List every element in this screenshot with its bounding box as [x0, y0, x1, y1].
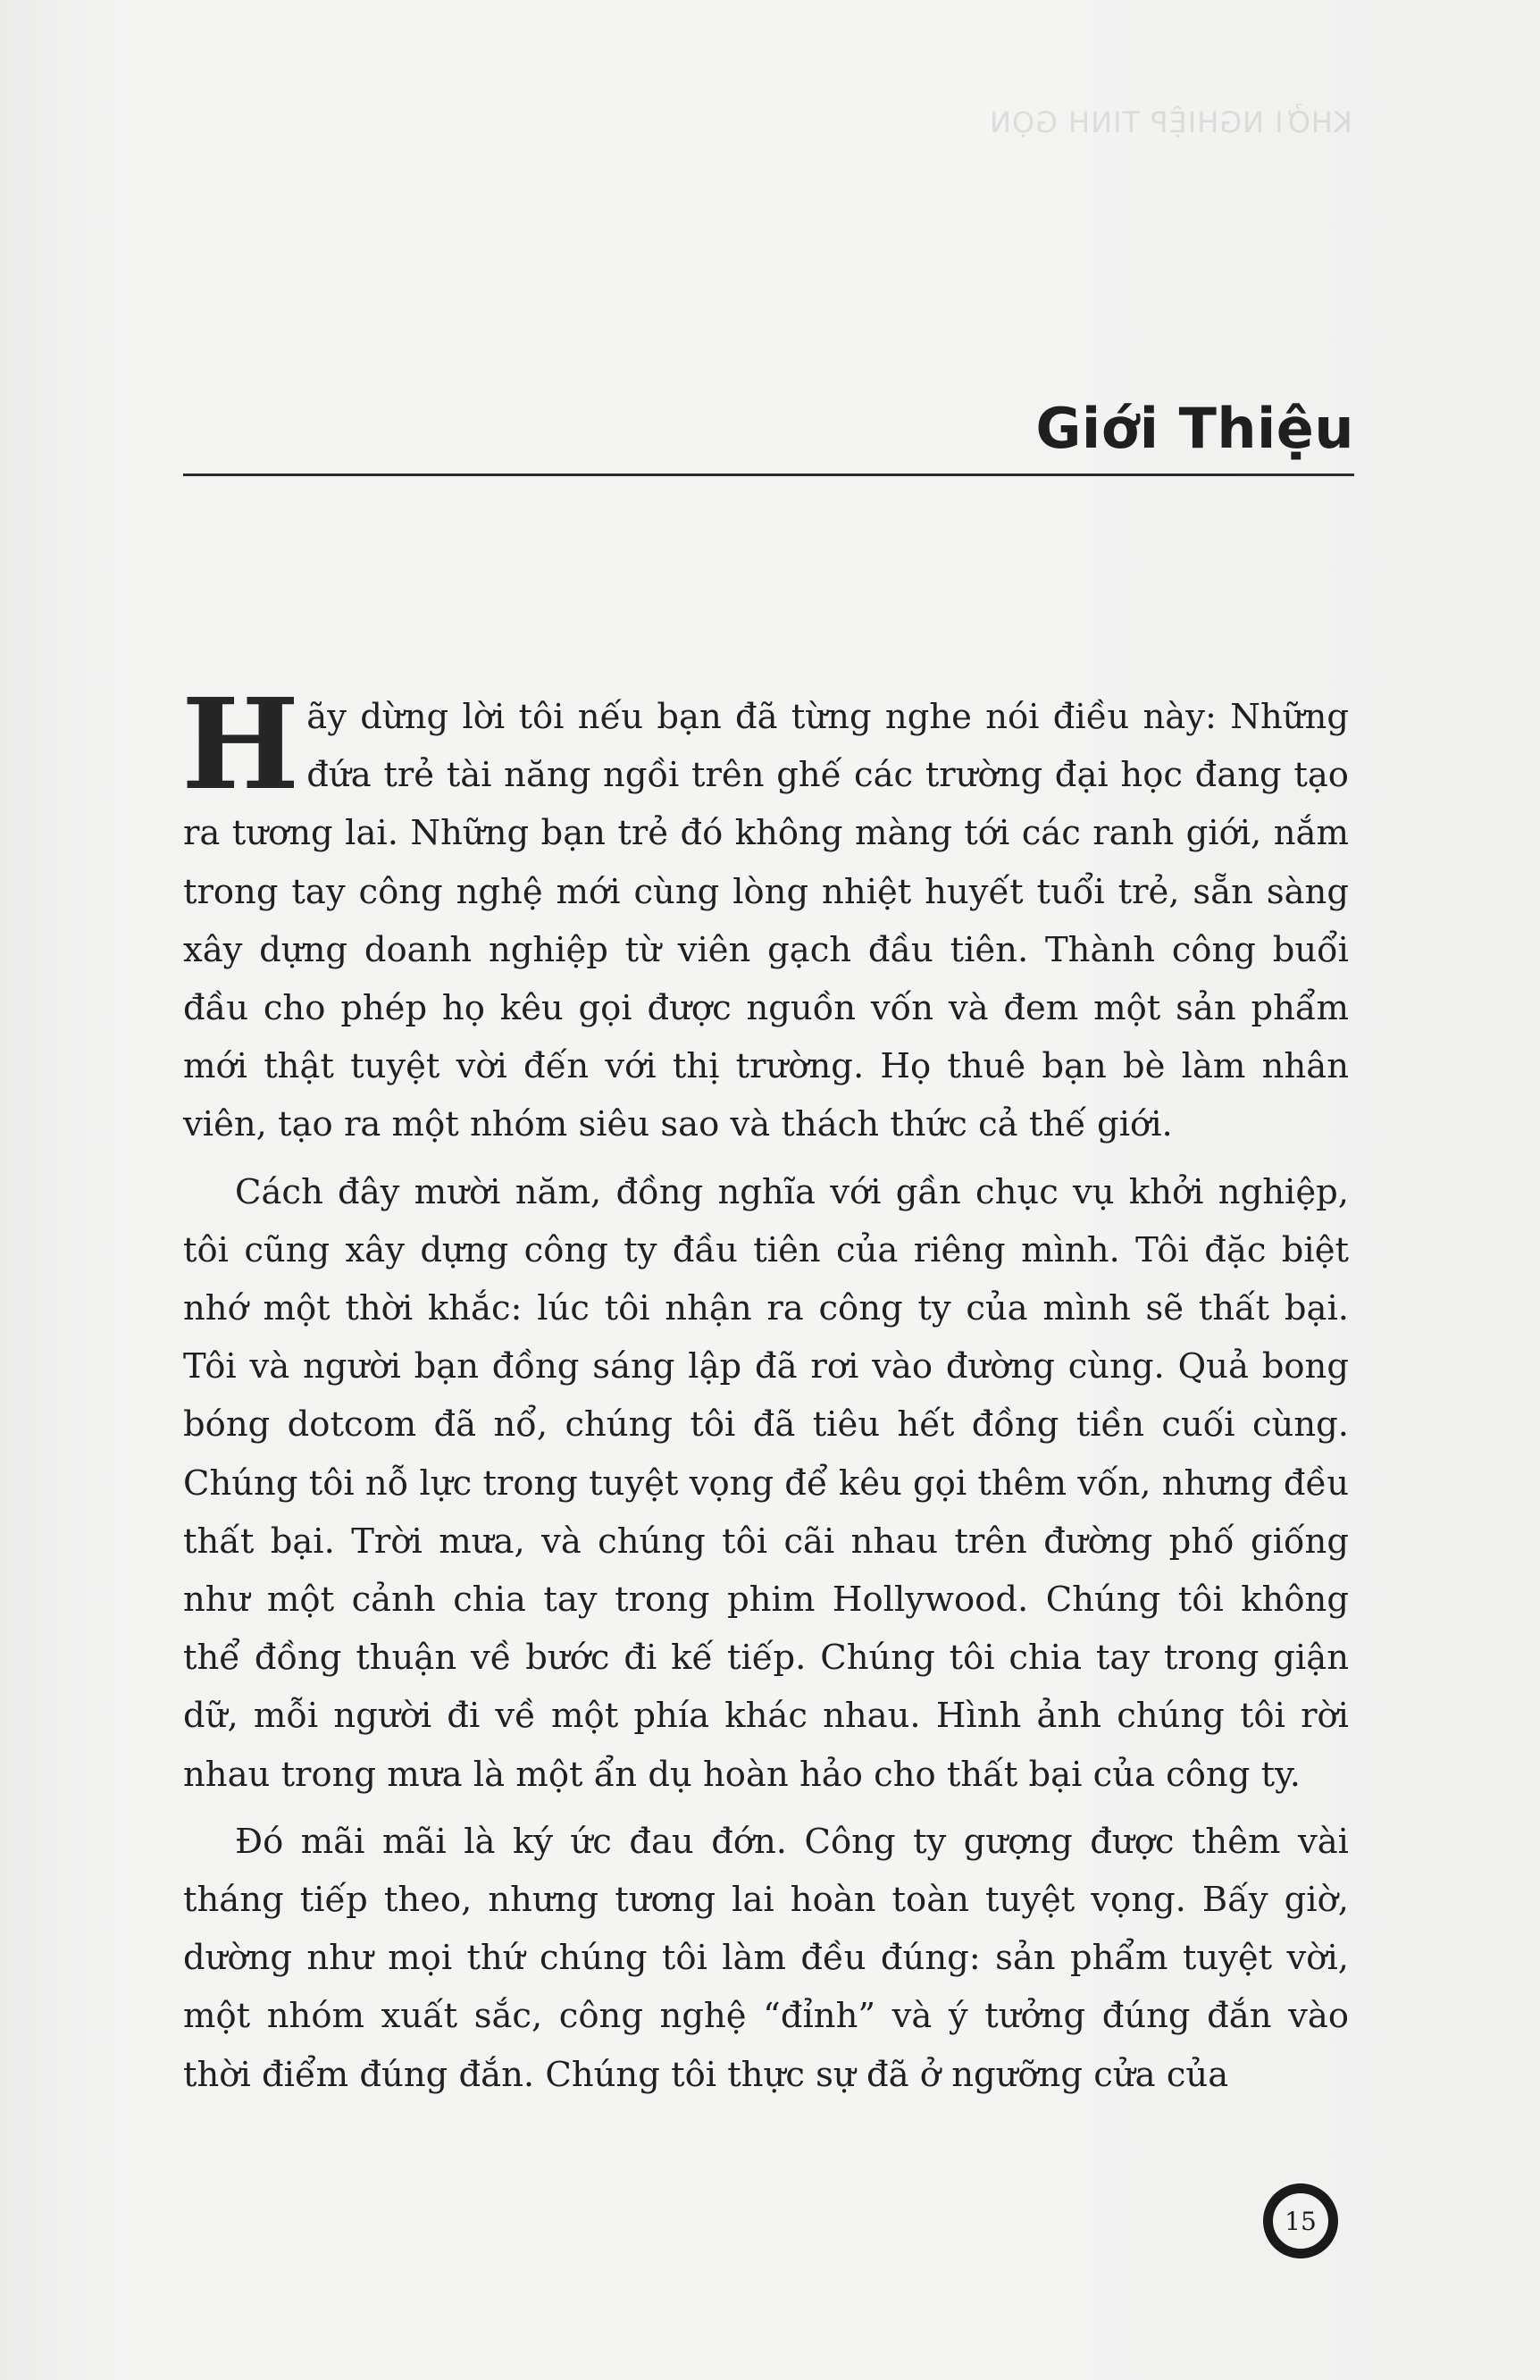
dropcap-letter: H [181, 672, 300, 818]
body-text [181, 672, 1349, 2113]
chapter-heading [183, 393, 1354, 476]
paragraph-1 [181, 672, 1349, 1154]
paragraph-1-text: ãy dừng lời tôi nếu bạn đã từng nghe nói điều này: Những đứa trẻ tài năng ngồi trên ghế các trường đại học đang tạo ra tương lai. Những bạn trẻ đó không màng tới các ranh giới, nắm trong tay công nghệ mới cùng lòng nhiệt huyết tuổi trẻ, sẵn sàng xây dựng doanh nghiệp từ viên gạch đầu tiên. Thành công buổi đầu cho phép họ kêu gọi được nguồn vốn và đem một sản phẩm mới thật tuyệt vời đến với thị trường. Họ thuê bạn bè làm nhân viên, tạo ra một nhóm siêu sao và thách thức cả thế giới. [183, 697, 1349, 1145]
page-number-badge [1263, 2183, 1338, 2258]
bleed-through-header: KHỞI NGHIỆP TINH GỌN [989, 105, 1352, 139]
paragraph-3: Đó mãi mãi là ký ức đau đớn. Công ty gượng được thêm vài tháng tiếp theo, nhưng tương lai hoàn toàn tuyệt vọng. Bấy giờ, dường như mọi thứ chúng tôi làm đều đúng: sản phẩm tuyệt vời, một nhóm xuất sắc, công nghệ “đỉnh” và ý tưởng đúng đắn vào thời điểm đúng đắn. Chúng tôi thực sự đã ở ngưỡng cửa của [183, 1821, 1349, 2095]
paragraph-2: Cách đây mười năm, đồng nghĩa với gần chục vụ khởi nghiệp, tôi cũng xây dựng công ty đầu tiên của riêng mình. Tôi đặc biệt nhớ một thời khắc: lúc tôi nhận ra công ty của mình sẽ thất bại. Tôi và người bạn đồng sáng lập đã rơi vào đường cùng. Quả bong bóng dotcom đã nổ, chúng tôi đã tiêu hết đồng tiền cuối cùng. Chúng tôi nỗ lực trong tuyệt vọng để kêu gọi thêm vốn, nhưng đều thất bại. Trời mưa, và chúng tôi cãi nhau trên đường phố giống như một cảnh chia tay trong phim Hollywood. Chúng tôi không thể đồng thuận về bước đi kế tiếp. Chúng tôi chia tay trong giận dữ, mỗi người đi về một phía khác nhau. Hình ảnh chúng tôi rời nhau trong mưa là một ẩn dụ hoàn hảo cho thất bại của công ty. [183, 1171, 1349, 1795]
page-number: 15 [1285, 2206, 1317, 2236]
chapter-title: Giới Thiệu [1035, 396, 1354, 461]
